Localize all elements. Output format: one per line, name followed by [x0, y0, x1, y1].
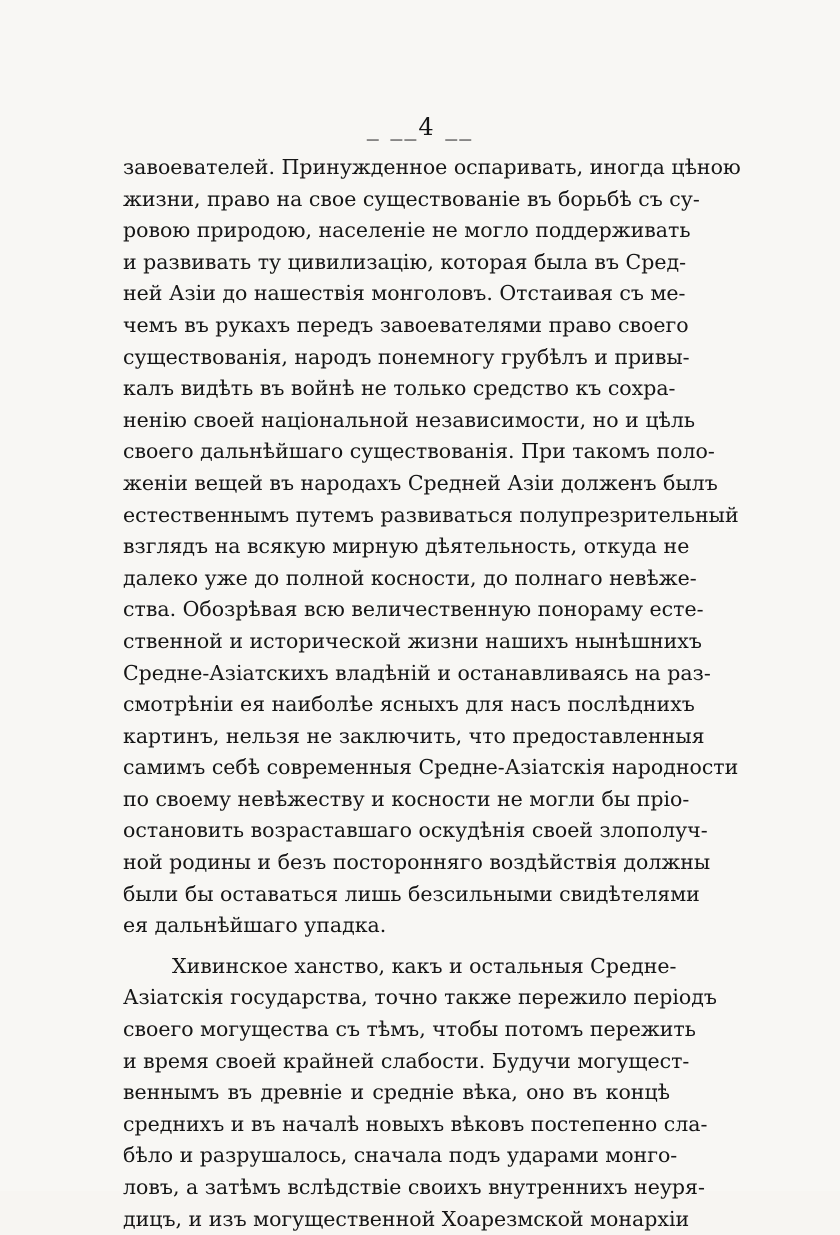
text-line: ровою природою, населеніе не могло поддерживать	[123, 218, 691, 243]
text-line: существованія, народъ понемногу грубѣлъ и привы-	[123, 344, 690, 369]
text-line: Хивинское ханство, какъ и остальныя Средне-	[172, 953, 677, 978]
text-line: завоевателей. Принужденное оспаривать, иногда цѣною	[123, 155, 741, 179]
paragraph-gap	[123, 942, 670, 951]
text-line: калъ видѣть въ войнѣ не только средство къ сохра-	[123, 376, 676, 401]
text-line: своего могущества съ тѣмъ, чтобы потомъ пережить	[123, 1017, 696, 1042]
text-line: ства. Обозрѣвая всю величественную понораму есте-	[123, 597, 704, 622]
text-line: Средне-Азіатскихъ владѣній и останавливаясь на раз-	[123, 660, 711, 685]
text-line: своего дальнѣйшаго существованія. При такомъ поло-	[123, 439, 715, 464]
text-line: далеко уже до полной косности, до полнаго невѣже-	[123, 565, 697, 590]
text-line: жизни, право на свое существованіе въ борьбѣ съ су-	[123, 186, 700, 211]
text-line: были бы оставаться лишь безсильными свидѣтелями	[123, 881, 700, 906]
text-line: картинъ, нельзя не заключить, что предоставленныя	[123, 723, 705, 748]
text-line: самимъ себѣ современныя Средне-Азіатскія народности	[123, 755, 739, 780]
page-number: _ __4 __	[366, 113, 474, 141]
text-line: Азіатскія государства, точно также пережило періодъ	[123, 985, 717, 1010]
text-line: ной родины и безъ посторонняго воздѣйствія должны	[123, 850, 711, 875]
text-line: ственной и исторической жизни нашихъ нынѣшнихъ	[123, 628, 702, 653]
text-line: ней Азіи до нашествія монголовъ. Отстаивая съ ме-	[123, 281, 686, 306]
text-line: естественнымъ путемъ развиваться полупрезрительный	[123, 502, 739, 527]
text-line: ея дальнѣйшаго упадка.	[123, 913, 387, 938]
text-line: смотрѣніи ея наиболѣе ясныхъ для насъ послѣднихъ	[123, 692, 695, 717]
text-line: и время своей крайней слабости. Будучи могущест-	[123, 1048, 690, 1073]
text-line: чемъ въ рукахъ передъ завоевателями право своего	[123, 312, 689, 337]
text-line: веннымъ въ древніе и средніе вѣка, оно въ концѣ	[123, 1080, 670, 1105]
text-line: взглядъ на всякую мирную дѣятельность, откуда не	[123, 534, 690, 559]
text-line: остановить возраставшаго оскудѣнія своей злополуч-	[123, 818, 708, 843]
text-line: дицъ, и изъ могущественной Хоарезмской монархіи	[123, 1206, 690, 1231]
text-line: и развивать ту цивилизацію, которая была въ Сред-	[123, 249, 687, 274]
paragraph-2	[123, 951, 717, 1235]
body-text	[123, 152, 741, 1235]
text-line: ловъ, а затѣмъ вслѣдствіе своихъ внутреннихъ неуря-	[123, 1175, 705, 1199]
text-line: среднихъ и въ началѣ новыхъ вѣковъ постепенно сла-	[123, 1111, 708, 1136]
text-line: ненію своей національной независимости, но и цѣль	[123, 407, 696, 432]
paragraph-1	[123, 152, 741, 942]
text-line: женіи вещей въ народахъ Средней Азіи долженъ былъ	[123, 470, 718, 495]
text-line: по своему невѣжеству и косности не могли бы пріо-	[123, 786, 690, 811]
text-line: бѣло и разрушалось, сначала подъ ударами монго-	[123, 1143, 678, 1168]
